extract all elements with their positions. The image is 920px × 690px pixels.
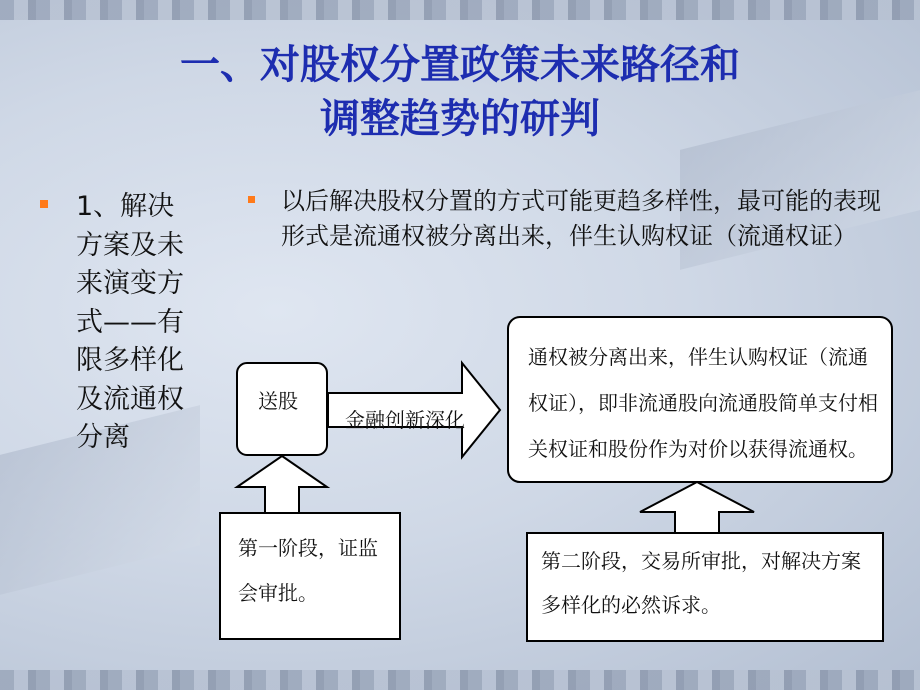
stage2-line-2: 多样化的必然诉求。: [541, 593, 721, 617]
result-line-2: 权证），即非流通股向流通股简单支付相: [528, 391, 878, 415]
stage1-up-arrow: [237, 456, 327, 513]
title-line-1: 一、对股权分置政策未来路径和: [180, 42, 740, 88]
title-line-2: 调整趋势的研判: [320, 96, 600, 142]
stage1-box: [220, 513, 400, 639]
stage1-line-2: 会审批。: [238, 581, 318, 605]
start-box-label: 送股: [258, 389, 298, 413]
stage2-line-1: 第二阶段，交易所审批，对解决方案: [541, 549, 861, 573]
result-line-3: 关权证和股份作为对价以获得流通权。: [528, 437, 868, 461]
stage1-line-1: 第一阶段，证监: [238, 536, 378, 560]
stage2-up-arrow: [640, 482, 754, 533]
right-bullet-text: 以后解决股权分置的方式可能更趋多样性，最可能的表现形式是流通权被分离出来，伴生认购权证（流通权证）: [281, 187, 881, 250]
arrow-label: 金融创新深化: [345, 408, 465, 432]
result-line-1: 通权被分离出来，伴生认购权证（流通: [528, 345, 868, 369]
left-bullet-text: 1、解决方案及未来演变方式——有限多样化及流通权分离: [76, 191, 184, 453]
